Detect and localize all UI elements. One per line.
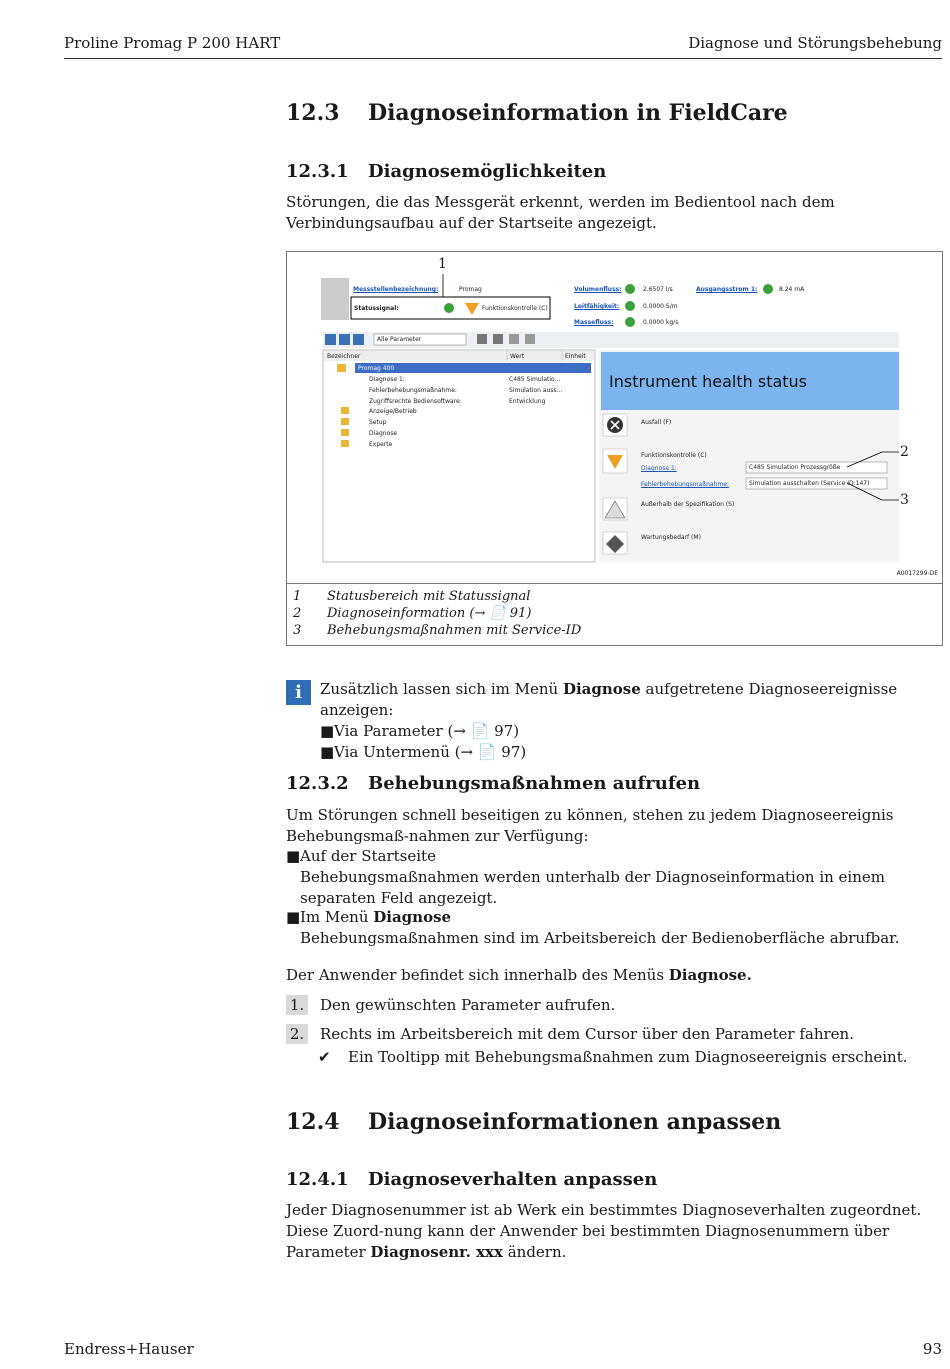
info-note: Zusätzlich lassen sich im Menü Diagnose aufgetretene Diagnoseereignisse anzeigen: ■Via Parameter (→ 📄 97) ■Via Untermenü (→ 📄 97) [320,679,940,763]
header-right: Diagnose und Störungsbehebung [688,34,942,52]
out-label: Ausgangsstrom 1: [696,286,758,293]
bullet-startseite: ■Auf der Startseite Behebungsmaßnahmen werden unterhalb der Diagnoseinformation in einem separaten Feld angezeigt. [286,847,885,907]
diag-label: Diagnose 1: [641,465,677,472]
section-12-3-1-text: Störungen, die das Messgerät erkennt, werden im Bedientool nach dem Verbindungsaufbau auf der Startseite angezeigt. [286,193,835,232]
section-12-4-heading: 12.4 Diagnoseinformationen anpassen [286,1109,782,1135]
outspec-label: Außerhalb der Spezifikation (S) [641,501,735,508]
figure-code: A0017299-DE [896,570,938,577]
section-12-3-1-heading: 12.3.1 Diagnosemöglichkeiten [286,161,607,182]
tree-folder: Experte [369,441,393,448]
fieldcare-screenshot [287,252,942,583]
caption-1: 1 Statusbereich mit Statussignal [293,589,531,604]
step-result: ✔ Ein Tooltipp mit Behebungsmaßnahmen zum Diagnoseereignis erscheint. [318,1048,908,1066]
tree-row-value: C485 Simulatio... [509,376,561,383]
cond-value: 0.0000 S/m [643,303,678,310]
bullet-menu-diagnose: ■Im Menü Diagnose Behebungsmaßnahmen sind im Arbeitsbereich der Bedienoberfläche abrufbar. [286,908,900,947]
col-name: Bezeichner [327,353,361,360]
status-label: Statussignal: [354,305,399,312]
tree-row-name: Zugriffsrechte Bediensoftware: [369,398,462,405]
checkmark-icon: ✔ [318,1048,331,1066]
info-item: ■Via Untermenü (→ 📄 97) [320,743,527,761]
section-12-4-1-text: Jeder Diagnosenummer ist ab Werk ein bestimmtes Diagnoseverhalten zugeordnet. Diese Zuord-nung kann der Anwender bei bestimmten Diagnosenummern über Parameter Diagnosenr. xxx ändern. [286,1201,922,1261]
callout-3: 3 [900,492,909,508]
page-number: 93 [922,1340,942,1358]
health-title: Instrument health status [609,372,808,391]
fix-label: Fehlerbehebungsmaßnahme: [641,481,729,488]
out-value: 8.24 mA [779,286,805,293]
figure-separator [287,583,942,584]
status-value: Funktionskontrolle (C) [482,305,548,312]
func-label: Funktionskontrolle (C) [641,452,707,459]
section-12-4-1-heading: 12.4.1 Diagnoseverhalten anpassen [286,1169,658,1190]
footer-left: Endress+Hauser [64,1340,194,1358]
tree-folder: Anzeige/Betrieb [369,408,417,415]
section-12-3-heading: 12.3 Diagnoseinformation in FieldCare [286,100,788,126]
tree-row-name: Diagnose 1: [369,376,405,383]
section-12-3-2-intro: Um Störungen schnell beseitigen zu können, stehen zu jedem Diagnoseereignis Behebungsmaß-nahmen zur Verfügung: [286,806,894,845]
tree-folder: Setup [369,419,387,426]
col-unit: Einheit [565,353,586,360]
tree-row-value: Simulation auss... [509,387,563,394]
vol-label: Volumenfluss: [574,286,622,293]
info-item: ■Via Parameter (→ 📄 97) [320,722,520,740]
caption-3: 3 Behebungsmaßnahmen mit Service-ID [293,623,582,638]
col-value: Wert [510,353,525,360]
tree-row-value: Entwicklung [509,398,546,405]
step-1: 1. Den gewünschten Parameter aufrufen. [286,995,615,1015]
mass-label: Massefluss: [574,319,614,326]
maint-label: Wartungsbedarf (M) [641,534,701,541]
menu-context-text: Der Anwender befindet sich innerhalb des Menüs Diagnose. [286,966,752,984]
tree-root: Promag 400 [358,365,395,372]
tree-row-name: Fehlerbehebungsmaßnahme: [369,387,457,394]
info-icon: i [286,680,311,705]
fix-value: Simulation ausschalten (Service ID:147) [749,480,870,487]
cond-label: Leitfähigkeit: [574,303,620,310]
mass-value: 0.0000 kg/s [643,319,679,326]
tree-folder: Diagnose [369,430,398,437]
parameter-dropdown: Alle Parameter [377,336,422,343]
callout-2: 2 [900,444,909,460]
diag-value: C485 Simulation Prozessgröße [749,464,841,471]
figure-fieldcare [286,251,943,646]
header-left: Proline Promag P 200 HART [64,34,281,52]
fail-label: Ausfall (F) [641,419,672,426]
header-rule [64,58,942,59]
caption-2: 2 Diagnoseinformation (→ 📄 91) [293,606,532,621]
vol-value: 2.6507 l/s [643,286,673,293]
section-12-3-2-heading: 12.3.2 Behebungsmaßnahmen aufrufen [286,773,701,794]
tag-label: Messstellenbezeichnung: [353,286,439,293]
callout-1: 1 [438,256,447,272]
tag-value: Promag [459,286,482,293]
step-2: 2. Rechts im Arbeitsbereich mit dem Cursor über den Parameter fahren. [286,1024,854,1044]
